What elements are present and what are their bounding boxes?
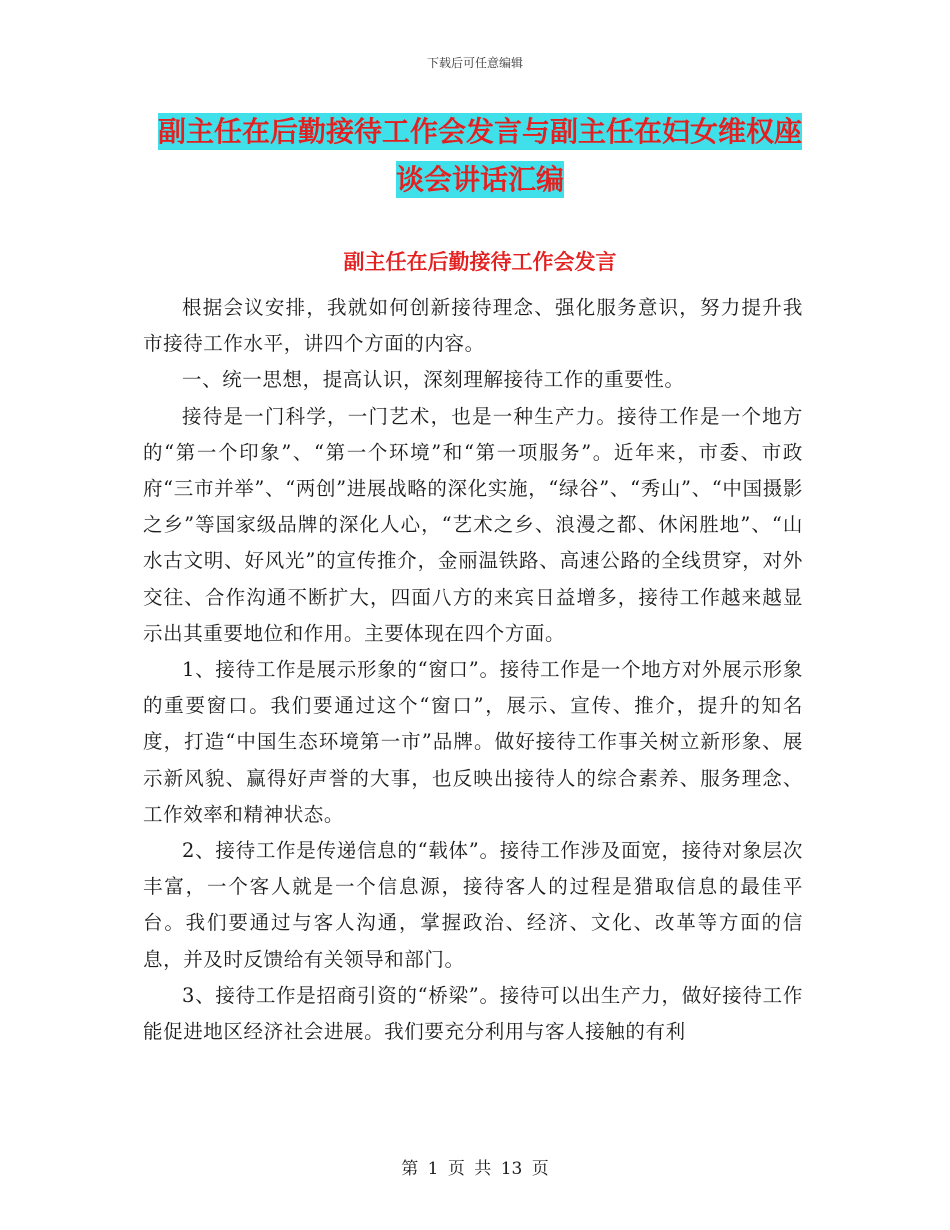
paragraph-point-1: 1、接待工作是展示形象的“窗口”。接待工作是一个地方对外展示形象的重要窗口。我们要通过这个“窗口”，展示、宣传、推介，提升的知名度，打造“中国生态环境第一市”品牌。做好接待工作事关树立新形象、展示新风貌、赢得好声誉的大事，也反映出接待人的综合素养、服务理念、工作效率和精神状态。 bbox=[143, 658, 803, 826]
document-body bbox=[143, 290, 803, 1050]
page-header-note: 下载后可任意编辑 bbox=[426, 56, 523, 70]
paragraph-importance: 接待是一门科学，一门艺术，也是一种生产力。接待工作是一个地方的“第一个印象”、“第一个环境”和“第一项服务”。近年来，市委、市政府“三市并举”、“两创”进展战略的深化实施，“绿谷”、“秀山”、“中国摄影之乡”等国家级品牌的深化人心，“艺术之乡、浪漫之都、休闲胜地”、“山水古文明、好风光”的宣传推介，金丽温铁路、高速公路的全线贯穿，对外交往、合作沟通不断扩大，四面八方的来宾日益增多，接待工作越来越显示出其重要地位和作用。主要体现在四个方面。 bbox=[143, 404, 803, 645]
paragraph-intro: 根据会议安排，我就如何创新接待理念、强化服务意识，努力提升我市接待工作水平，讲四个方面的内容。 bbox=[143, 296, 803, 356]
document-title bbox=[140, 108, 820, 204]
section-title: 副主任在后勤接待工作会发言 bbox=[343, 250, 617, 274]
document-title-line-2: 谈会讲话汇编 bbox=[395, 163, 564, 196]
paragraph-heading-1: 一、统一思想，提高认识，深刻理解接待工作的重要性。 bbox=[182, 368, 685, 392]
document-title-line-1: 副主任在后勤接待工作会发言与副主任在妇女维权座 bbox=[157, 115, 802, 148]
page-number: 第 1 页 共 13 页 bbox=[401, 1159, 549, 1179]
paragraph-point-3: 3、接待工作是招商引资的“桥梁”。接待可以出生产力，做好接待工作能促进地区经济社会进展。我们要充分利用与客人接触的有利 bbox=[143, 983, 803, 1044]
paragraph-point-2: 2、接待工作是传递信息的“载体”。接待工作涉及面宽，接待对象层次丰富，一个客人就是一个信息源，接待客人的过程是猎取信息的最佳平台。我们要通过与客人沟通，掌握政治、经济、文化、改革等方面的信息，并及时反馈给有关领导和部门。 bbox=[143, 839, 803, 971]
